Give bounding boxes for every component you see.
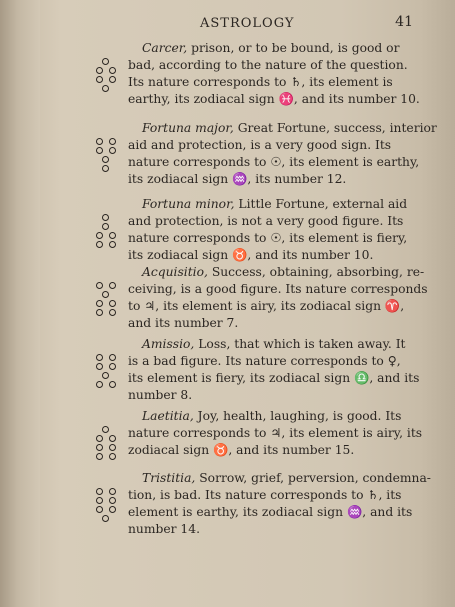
running-title: ASTROLOGY: [200, 16, 295, 31]
text-line: [128, 40, 420, 57]
text-line: zodiacal sign ♉, and its number 15.: [128, 443, 355, 457]
dot-row: [94, 309, 120, 318]
text-line: [128, 408, 420, 425]
text-line: nature corresponds to ☉, its element is fiery,: [128, 231, 408, 245]
geomantic-figure-dots: [94, 214, 120, 250]
dot: [96, 488, 103, 495]
dot-row: [94, 232, 120, 241]
figure-description: [128, 196, 420, 264]
line-text: Little Fortune, external aid: [234, 197, 408, 211]
dot: [109, 76, 116, 83]
dot: [109, 453, 116, 460]
text-line: Its nature corresponds to ♄, its element is: [128, 75, 393, 89]
geomantic-figure-dots: [94, 282, 120, 318]
dot: [96, 282, 103, 289]
dot-row: [94, 488, 120, 497]
dot: [102, 165, 109, 172]
dot: [96, 506, 103, 513]
figure-name: Laetitia,: [142, 409, 194, 423]
dot: [109, 497, 116, 504]
dot-row: [94, 497, 120, 506]
dot: [96, 381, 103, 388]
dot: [96, 76, 103, 83]
running-head: [40, 14, 450, 34]
dot-row: [94, 165, 120, 174]
dot: [109, 138, 116, 145]
line-text: Joy, health, laughing, is good. Its: [193, 409, 402, 423]
text-line: [128, 120, 437, 137]
text-line: its zodiacal sign ♒, its number 12.: [128, 172, 347, 186]
dot: [96, 241, 103, 248]
dot: [109, 444, 116, 451]
dot: [109, 363, 116, 370]
dot-row: [94, 58, 120, 67]
dot-row: [94, 363, 120, 372]
dot-row: [94, 76, 120, 85]
dot: [96, 444, 103, 451]
figure-description: [128, 120, 437, 188]
dot: [96, 138, 103, 145]
geomantic-figure-dots: [94, 488, 120, 524]
dot: [96, 497, 103, 504]
text-line: tion, is bad. Its nature corresponds to ♄, its: [128, 488, 402, 502]
text-line: number 14.: [128, 522, 200, 536]
dot: [109, 381, 116, 388]
text-line: and protection, is not a very good figure. Its: [128, 214, 404, 228]
dot-row: [94, 354, 120, 363]
dot-row: [94, 426, 120, 435]
text-line: its element is fiery, its zodiacal sign ♎, and its: [128, 371, 420, 385]
figure-name: Amissio,: [142, 337, 195, 351]
figure-name: Tristitia,: [142, 471, 196, 485]
text-line: and its number 7.: [128, 316, 239, 330]
dot-row: [94, 300, 120, 309]
dot-row: [94, 506, 120, 515]
text-line: [128, 264, 425, 281]
dot: [109, 354, 116, 361]
dot: [102, 372, 109, 379]
dot-row: [94, 515, 120, 524]
dot-row: [94, 223, 120, 232]
line-text: Success, obtaining, absorbing, re-: [207, 265, 425, 279]
figure-name: Acquisitio,: [142, 265, 208, 279]
geomantic-figure-dots: [94, 426, 120, 462]
text-line: [128, 470, 431, 487]
dot-row: [94, 282, 120, 291]
dot-row: [94, 435, 120, 444]
dot: [96, 435, 103, 442]
dot-row: [94, 241, 120, 250]
dot-row: [94, 381, 120, 390]
book-gutter: [0, 0, 40, 607]
text-line: nature corresponds to ♃, its element is airy, its: [128, 426, 423, 440]
text-line: ceiving, is a good figure. Its nature corresponds: [128, 282, 428, 296]
figure-description: [128, 40, 420, 108]
text-line: [128, 196, 420, 213]
dot: [96, 363, 103, 370]
dot: [109, 147, 116, 154]
line-text: Loss, that which is taken away. It: [194, 337, 406, 351]
text-line: earthy, its zodiacal sign ♓, and its number 10.: [128, 92, 420, 106]
dot: [109, 506, 116, 513]
text-line: element is earthy, its zodiacal sign ♒, and its: [128, 505, 413, 519]
geomantic-figure-dots: [94, 58, 120, 94]
dot: [109, 435, 116, 442]
dot: [96, 232, 103, 239]
figure-description: [128, 408, 423, 459]
dot: [96, 300, 103, 307]
geomantic-figure-dots: [94, 138, 120, 174]
dot: [102, 58, 109, 65]
dot-row: [94, 156, 120, 165]
figure-name: Fortuna minor,: [142, 197, 235, 211]
dot: [96, 453, 103, 460]
dot: [96, 147, 103, 154]
line-text: Great Fortune, success, interior: [233, 121, 437, 135]
dot: [109, 488, 116, 495]
line-text: Sorrow, grief, perversion, condemna-: [195, 471, 431, 485]
dot: [96, 67, 103, 74]
dot: [109, 241, 116, 248]
text-line: number 8.: [128, 388, 193, 402]
figure-name: Carcer,: [142, 41, 188, 55]
figure-description: [128, 336, 420, 404]
dot-row: [94, 138, 120, 147]
dot: [109, 282, 116, 289]
text-line: is a bad figure. Its nature corresponds to ♀,: [128, 354, 401, 368]
text-line: its zodiacal sign ♉, and its number 10.: [128, 248, 374, 262]
dot: [102, 426, 109, 433]
figure-description: [128, 264, 428, 332]
dot-row: [94, 214, 120, 223]
dot: [109, 67, 116, 74]
dot: [102, 223, 109, 230]
dot: [109, 309, 116, 316]
figure-description: [128, 470, 431, 538]
dot: [102, 214, 109, 221]
dot: [102, 156, 109, 163]
book-page: [40, 0, 450, 607]
text-line: aid and protection, is a very good sign. Its: [128, 138, 392, 152]
text-line: bad, according to the nature of the question.: [128, 58, 408, 72]
line-text: prison, or to be bound, is good or: [187, 41, 400, 55]
geomantic-figure-dots: [94, 354, 120, 390]
text-line: nature corresponds to ☉, its element is earthy,: [128, 155, 420, 169]
dot: [102, 515, 109, 522]
dot-row: [94, 147, 120, 156]
dot-row: [94, 85, 120, 94]
dot-row: [94, 444, 120, 453]
dot-row: [94, 67, 120, 76]
dot-row: [94, 453, 120, 462]
figure-name: Fortuna major,: [142, 121, 234, 135]
text-line: to ♃, its element is airy, its zodiacal sign ♈,: [128, 299, 405, 313]
dot: [109, 232, 116, 239]
dot: [96, 354, 103, 361]
dot: [102, 85, 109, 92]
text-line: [128, 336, 420, 353]
dot-row: [94, 372, 120, 381]
dot-row: [94, 291, 120, 300]
dot: [102, 291, 109, 298]
dot: [96, 309, 103, 316]
dot: [109, 300, 116, 307]
page-number: 41: [395, 14, 413, 30]
